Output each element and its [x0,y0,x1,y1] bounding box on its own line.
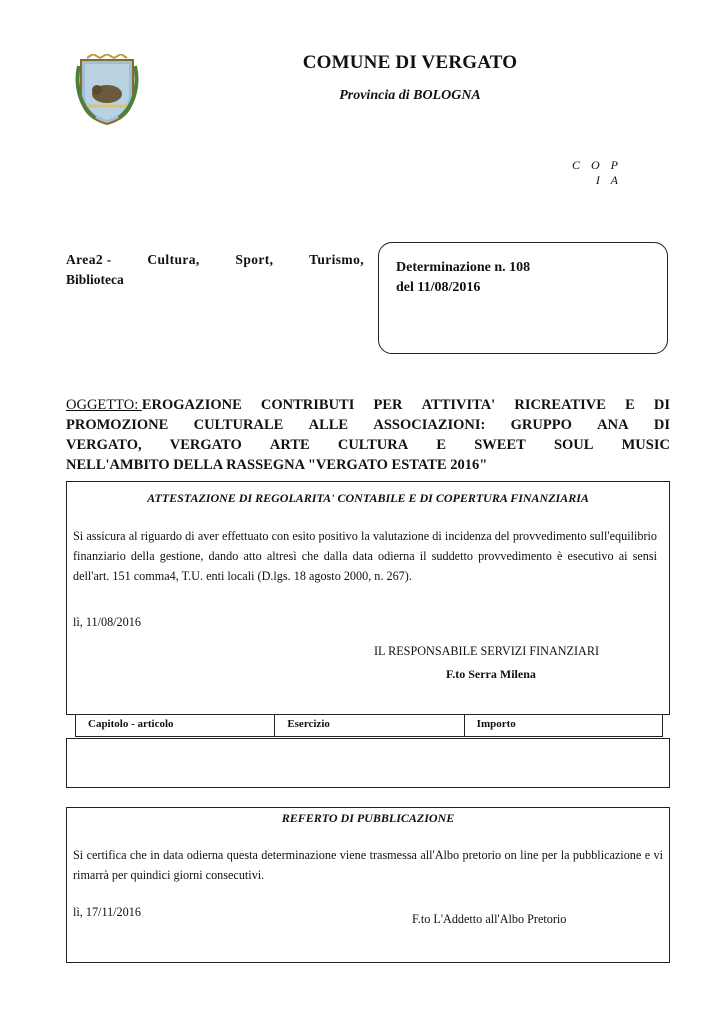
responsabile-signature: F.to Serra Milena [446,667,536,681]
attestazione-body: Si assicura al riguardo di aver effettuato con esito positivo la valutazione di incidenza del provvedimento sull'equilibrio finanziario della gestione, dando atto altresì che dalla data odierna il suddetto provvedimento è esecutivo ai sensi dell'art. 151 comma4, T.U. enti locali (D.lgs. 18 agosto 2000, n. 267). [73,529,657,583]
oggetto-word: DI [653,417,670,433]
column-header-importo: Importo [476,718,516,730]
comune-title: COMUNE DI VERGATO [302,52,518,73]
oggetto-word: ATTIVITA' [421,397,496,413]
determinazione-date: del 11/08/2016 [396,280,481,295]
determinazione-number: Determinazione n. 108 [396,260,531,275]
area-word: Turismo, [309,252,364,267]
referto-body: Si certifica che in data odierna questa determinazione viene trasmessa all'Albo pretorio on line per la pubblicazione e vi rimarrà per quindici giorni consecutivi. [73,848,663,882]
oggetto-word: VERGATO [169,437,242,453]
referto-date: lì, 17/11/2016 [73,905,141,919]
oggetto-word: PROMOZIONE [66,417,169,433]
coat-of-arms-icon [73,54,141,126]
area-label [66,250,364,290]
oggetto-word: CULTURA [337,437,409,453]
referto-signature: F.to L'Addetto all'Albo Pretorio [412,912,567,926]
table-body [66,738,670,788]
copia-label: C O P I A [572,158,622,187]
oggetto-word: RICREATIVE [514,397,606,413]
oggetto-line4: NELL'AMBITO DELLA RASSEGNA "VERGATO ESTATE 2016" [66,457,488,473]
oggetto-word: ASSOCIAZIONI: [373,417,486,433]
referto-box [66,807,670,963]
attestazione-box [66,481,670,715]
oggetto-section [66,395,670,475]
oggetto-word: CULTURALE [193,417,284,433]
area-word: Area2 - [66,252,112,267]
oggetto-word: PER [373,397,403,413]
oggetto-word: GRUPPO [510,417,572,433]
provincia-subtitle: Provincia di BOLOGNA [339,88,481,103]
oggetto-word: ALLE [308,417,349,433]
attestazione-date: lì, 11/08/2016 [73,615,141,629]
area-word: Cultura, [147,252,200,267]
oggetto-word: VERGATO, [66,437,142,453]
oggetto-word: MUSIC [621,437,670,453]
oggetto-word: E [625,397,635,413]
column-header-esercizio: Esercizio [275,715,464,736]
oggetto-label: OGGETTO: [66,397,142,413]
attestazione-title: ATTESTAZIONE DI REGOLARITA' CONTABILE E DI COPERTURA FINANZIARIA [147,491,589,505]
oggetto-word: ANA [597,417,629,433]
oggetto-word: SOUL [553,437,594,453]
oggetto-word: EROGAZIONE [141,397,242,413]
area-line2: Biblioteca [66,272,124,287]
column-header-capitolo: Capitolo - articolo [76,715,275,736]
oggetto-word: ARTE [269,437,310,453]
referto-title: REFERTO DI PUBBLICAZIONE [281,811,455,825]
oggetto-word: CONTRIBUTI [260,397,355,413]
oggetto-word: SWEET [474,437,526,453]
table-header [75,715,663,737]
area-word: Sport, [235,252,274,267]
responsabile-title: IL RESPONSABILE SERVIZI FINANZIARI [374,644,600,658]
oggetto-word: DI [653,397,670,413]
oggetto-word: E [436,437,447,453]
determinazione-text [396,258,530,298]
